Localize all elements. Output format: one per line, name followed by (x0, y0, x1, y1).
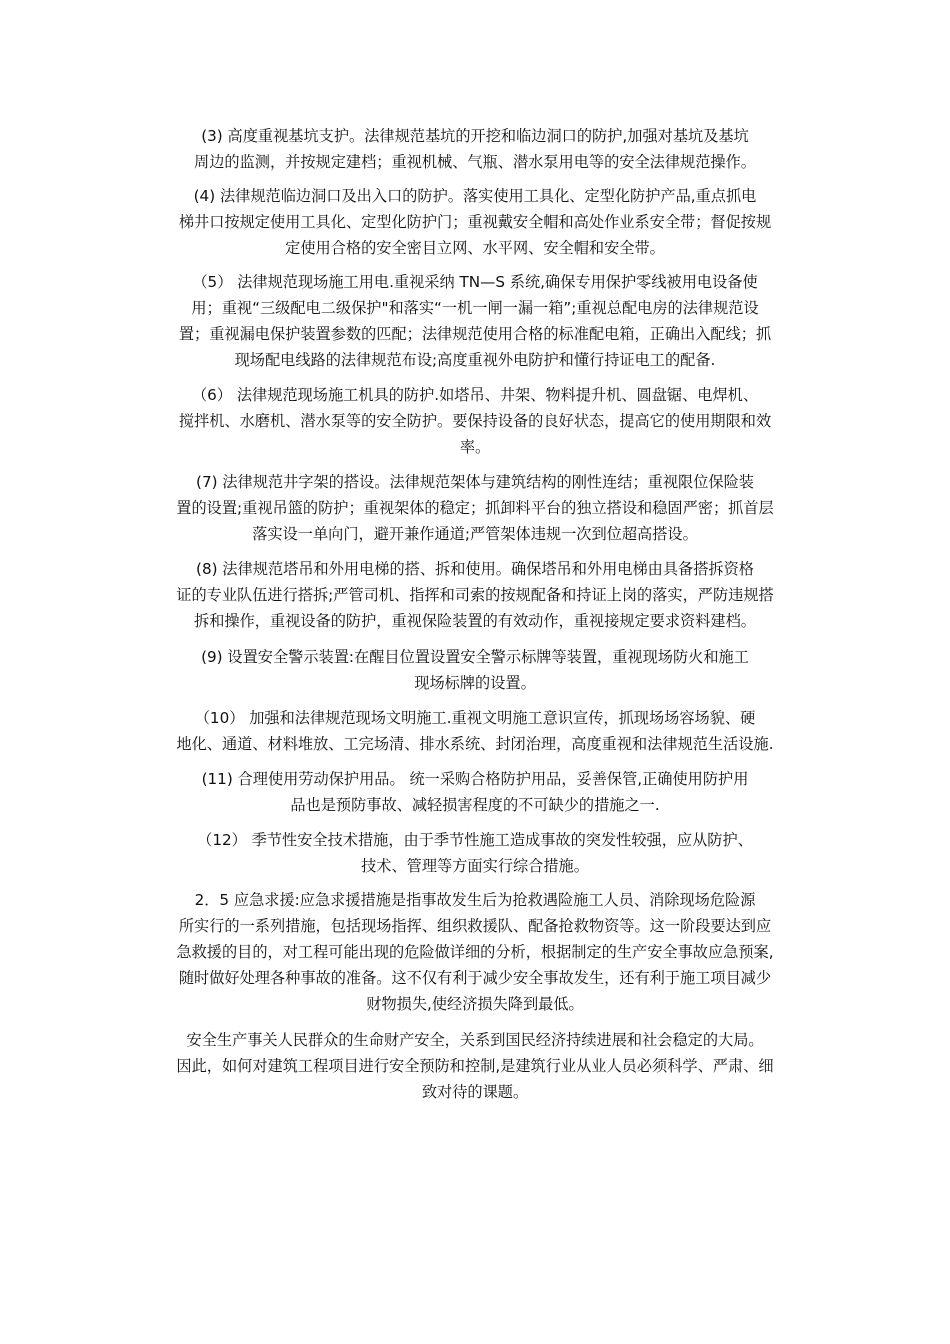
paragraph-line: (11) 合理使用劳动保护用品。 统一采购合格防护用品，妥善保管,正确使用防护用 (201, 770, 749, 788)
paragraph-11 (0, 766, 950, 818)
paragraph-line: 2．5 应急求援:应急求援措施是指事故发生后为抢救遇险施工人员、消除现场危险源 (194, 891, 756, 909)
paragraph-line: （10） 加强和法律规范现场文明施工.重视文明施工意识宣传，抓现场场容场貌、硬 (194, 709, 756, 727)
paragraph-8 (0, 556, 950, 634)
paragraph-conclusion (0, 1027, 950, 1105)
paragraph-line: 安全生产事关人民群众的生命财产安全，关系到国民经济持续进展和社会稳定的大局。 (186, 1031, 764, 1049)
paragraph-line: 率。 (459, 438, 491, 456)
paragraph-emergency-rescue (0, 887, 950, 1017)
paragraph-line: 用；重视“三级配电二级保护"和落实“一机一闸一漏一箱”;重视总配电房的法律规范设 (191, 299, 759, 317)
paragraph-line: 搅拌机、水磨机、潜水泵等的安全防护。要保持设备的良好状态，提高它的使用期限和效 (178, 412, 772, 430)
paragraph-line: (4) 法律规范临边洞口及出入口的防护。落实使用工具化、定型化防护产品,重点抓电 (193, 187, 757, 205)
paragraph-line: 品也是预防事故、减轻损害程度的不可缺少的措施之一. (290, 796, 660, 814)
paragraph-9 (0, 644, 950, 696)
paragraph-12 (0, 827, 950, 879)
paragraph-line: 落实设一单向门，避开兼作通道;严管架体违规一次到位超高搭设。 (252, 525, 698, 543)
paragraph-line: 证的专业队伍进行搭拆;严管司机、指挥和司索的按规配备和持证上岗的落实，严防违规搭 (176, 586, 774, 604)
paragraph-line: (8) 法律规范塔吊和外用电梯的搭、拆和使用。确保塔吊和外用电梯由具备搭拆资格 (196, 560, 754, 578)
paragraph-6 (0, 382, 950, 460)
paragraph-7 (0, 469, 950, 547)
paragraph-line: 随时做好处理各种事故的准备。这不仅有利于减少安全事故发生，还有利于施工项目减少 (178, 969, 772, 987)
paragraph-line: 因此，如何对建筑工程项目进行安全预防和控制,是建筑行业从业人员必须科学、严肃、细 (176, 1057, 774, 1075)
paragraph-line: 现场配电线路的法律规范布设;高度重视外电防护和懂行持证电工的配备. (234, 351, 716, 369)
paragraph-line: 置；重视漏电保护装置参数的匹配；法律规范使用合格的标准配电箱，正确出入配线；抓 (178, 325, 772, 343)
paragraph-line: 拆和操作，重视设备的防护，重视保险装置的有效动作，重视接规定要求资料建档。 (194, 612, 756, 630)
paragraph-line: 地化、通道、材料堆放、工完场清、排水系统、封闭治理，高度重视和法律规范生活设施. (176, 735, 774, 753)
paragraph-line: (9) 设置安全警示装置:在醒目位置设置安全警示标牌等装置，重视现场防火和施工 (201, 648, 749, 666)
paragraph-10 (0, 705, 950, 757)
paragraph-line: 财物损失,使经济损失降到最低。 (366, 995, 584, 1013)
paragraph-line: （5） 法律规范现场施工用电.重视采纳 TN—S 系统,确保专用保护零线被用电设备使 (192, 273, 758, 291)
paragraph-4 (0, 183, 950, 261)
paragraph-3 (0, 123, 950, 175)
paragraph-5 (0, 269, 950, 373)
paragraph-line: 梯井口按规定使用工具化、定型化防护门；重视戴安全帽和高处作业系安全带；督促按规 (178, 213, 772, 231)
paragraph-line: 致对待的课题。 (421, 1083, 529, 1101)
paragraph-line: 置的设置;重视吊篮的防护；重视架体的稳定；抓卸料平台的独立搭设和稳固严密；抓首层 (176, 499, 774, 517)
paragraph-line: 定使用合格的安全密目立网、水平网、安全帽和安全带。 (285, 239, 665, 257)
paragraph-line: 现场标牌的设置。 (414, 674, 536, 692)
paragraph-line: 技术、管理等方面实行综合措施。 (361, 857, 589, 875)
paragraph-line: （6） 法律规范现场施工机具的防护.如塔吊、井架、物料提升机、圆盘锯、电焊机、 (191, 386, 759, 404)
paragraph-line: 所实行的一系列措施，包括现场指挥、组织救援队、配备抢救物资等。这一阶段要达到应 (178, 917, 772, 935)
paragraph-line: (7) 法律规范井字架的搭设。法律规范架体与建筑结构的刚性连结；重视限位保险装 (196, 473, 754, 491)
paragraph-line: (3) 高度重视基坑支护。法律规范基坑的开挖和临边洞口的防护,加强对基坑及基坑 (201, 127, 749, 145)
paragraph-line: 周边的监测，并按规定建档；重视机械、气瓶、潜水泵用电等的安全法律规范操作。 (194, 153, 756, 171)
paragraph-line: （12） 季节性安全技术措施，由于季节性施工造成事故的突发性较强，应从防护、 (197, 831, 753, 849)
paragraph-line: 急救援的目的，对工程可能出现的危险做详细的分析，根据制定的生产安全事故应急预案, (176, 943, 774, 961)
